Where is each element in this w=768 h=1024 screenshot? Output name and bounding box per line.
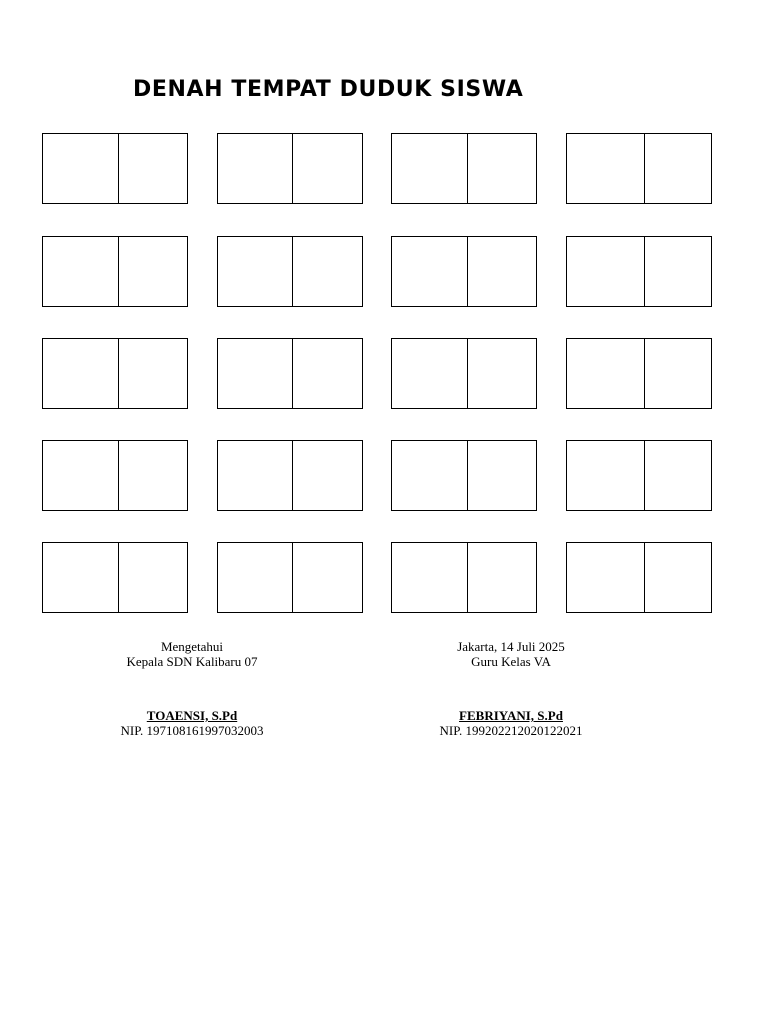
seat-left bbox=[567, 441, 645, 510]
desk bbox=[42, 542, 188, 613]
seat-right bbox=[293, 441, 362, 510]
signature-left-line2: Kepala SDN Kalibaru 07 bbox=[126, 654, 258, 669]
desk bbox=[566, 440, 712, 511]
seat-left bbox=[392, 441, 468, 510]
seat-right bbox=[645, 543, 711, 612]
signature-right-name: FEBRIYANI, S.Pd bbox=[459, 708, 563, 723]
desk bbox=[217, 542, 363, 613]
seat-left bbox=[43, 339, 119, 408]
seat-right bbox=[468, 441, 536, 510]
signature-left-line1: Mengetahui bbox=[160, 639, 224, 654]
seat-left bbox=[567, 543, 645, 612]
desk bbox=[217, 133, 363, 204]
seat-left bbox=[567, 237, 645, 306]
desk bbox=[566, 338, 712, 409]
desk bbox=[391, 338, 537, 409]
seat-right bbox=[645, 339, 711, 408]
signature-left-name: TOAENSI, S.Pd bbox=[146, 708, 238, 723]
desk bbox=[217, 338, 363, 409]
seat-right bbox=[645, 134, 711, 203]
seat-right bbox=[468, 134, 536, 203]
seat-right bbox=[468, 543, 536, 612]
desk bbox=[391, 133, 537, 204]
signature-block-right bbox=[361, 639, 661, 738]
seat-right bbox=[645, 237, 711, 306]
signature-block-left bbox=[42, 639, 342, 738]
seat-left bbox=[567, 339, 645, 408]
desk bbox=[391, 236, 537, 307]
desk bbox=[217, 236, 363, 307]
desk bbox=[42, 338, 188, 409]
desk bbox=[42, 440, 188, 511]
desk bbox=[566, 236, 712, 307]
signature-left-space bbox=[42, 669, 342, 708]
seat-left bbox=[218, 237, 293, 306]
seat-right bbox=[293, 134, 362, 203]
seat-left bbox=[567, 134, 645, 203]
seat-right bbox=[119, 134, 187, 203]
page-title: DENAH TEMPAT DUDUK SISWA bbox=[133, 77, 524, 102]
seat-left bbox=[218, 441, 293, 510]
signature-left-nip: NIP. 197108161997032003 bbox=[120, 723, 264, 738]
desk bbox=[42, 236, 188, 307]
seat-left bbox=[43, 134, 119, 203]
signature-right-nip: NIP. 199202212020122021 bbox=[439, 723, 583, 738]
seat-right bbox=[119, 237, 187, 306]
seat-right bbox=[468, 339, 536, 408]
signature-right-line2: Guru Kelas VA bbox=[471, 654, 551, 669]
seat-right bbox=[293, 543, 362, 612]
seat-left bbox=[218, 134, 293, 203]
seat-left bbox=[43, 441, 119, 510]
seat-right bbox=[119, 441, 187, 510]
seat-left bbox=[218, 543, 293, 612]
seat-left bbox=[218, 339, 293, 408]
seat-left bbox=[392, 237, 468, 306]
seat-left bbox=[392, 134, 468, 203]
signature-right-space bbox=[361, 669, 661, 708]
desk bbox=[217, 440, 363, 511]
seat-left bbox=[43, 237, 119, 306]
seat-right bbox=[119, 339, 187, 408]
desk bbox=[391, 542, 537, 613]
seat-left bbox=[43, 543, 119, 612]
signature-right-line1: Jakarta, 14 Juli 2025 bbox=[457, 639, 565, 654]
seat-right bbox=[293, 237, 362, 306]
seat-right bbox=[468, 237, 536, 306]
seat-right bbox=[645, 441, 711, 510]
desk bbox=[391, 440, 537, 511]
seat-right bbox=[293, 339, 362, 408]
seat-left bbox=[392, 543, 468, 612]
desk bbox=[566, 133, 712, 204]
desk bbox=[42, 133, 188, 204]
seat-left bbox=[392, 339, 468, 408]
seat-right bbox=[119, 543, 187, 612]
desk bbox=[566, 542, 712, 613]
